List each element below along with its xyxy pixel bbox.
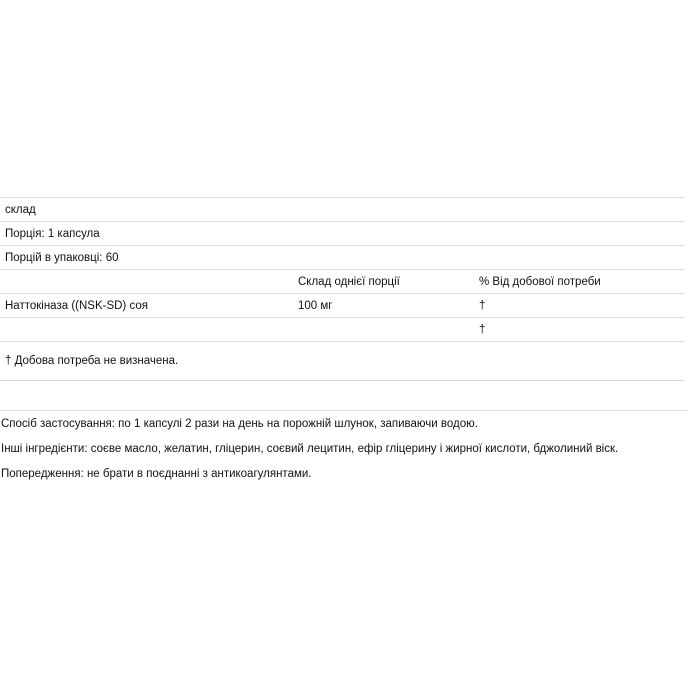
table-row [0,380,684,404]
header-daily-value: % Від добової потреби [479,275,601,288]
product-notes [0,410,688,486]
table-row [0,197,684,221]
other-ingredients: Інші інгредієнти: соєве масло, желатин, гліцерин, соєвий лецитин, ефір гліцерину і жирної кислоти, бджолиний віск. [1,442,619,455]
table-header-row [0,269,684,293]
header-amount-per-serving: Склад однієї порції [298,275,400,288]
footnote-row [0,341,684,380]
table-row [0,245,684,269]
dagger-mark: † [479,323,486,336]
ingredient-amount: 100 мг [298,299,333,312]
table-row [0,317,684,341]
ingredient-name: Наттокіназа ((NSK-SD) соя [5,299,148,312]
warning-text: Попередження: не брати в поєднанні з антикоагулянтами. [1,467,312,480]
ingredient-daily-value: † [479,299,486,312]
table-row [0,293,684,317]
table-row [0,221,684,245]
usage-instructions: Спосіб застосування: по 1 капсулі 2 рази на день на порожній шлунок, запиваючи водою. [1,417,478,430]
table-title: склад [5,203,36,216]
serving-size: Порція: 1 капсула [5,227,100,240]
footnote: † Добова потреба не визначена. [5,355,179,367]
servings-per-container: Порцій в упаковці: 60 [5,251,119,264]
supplement-facts-table [0,197,684,404]
